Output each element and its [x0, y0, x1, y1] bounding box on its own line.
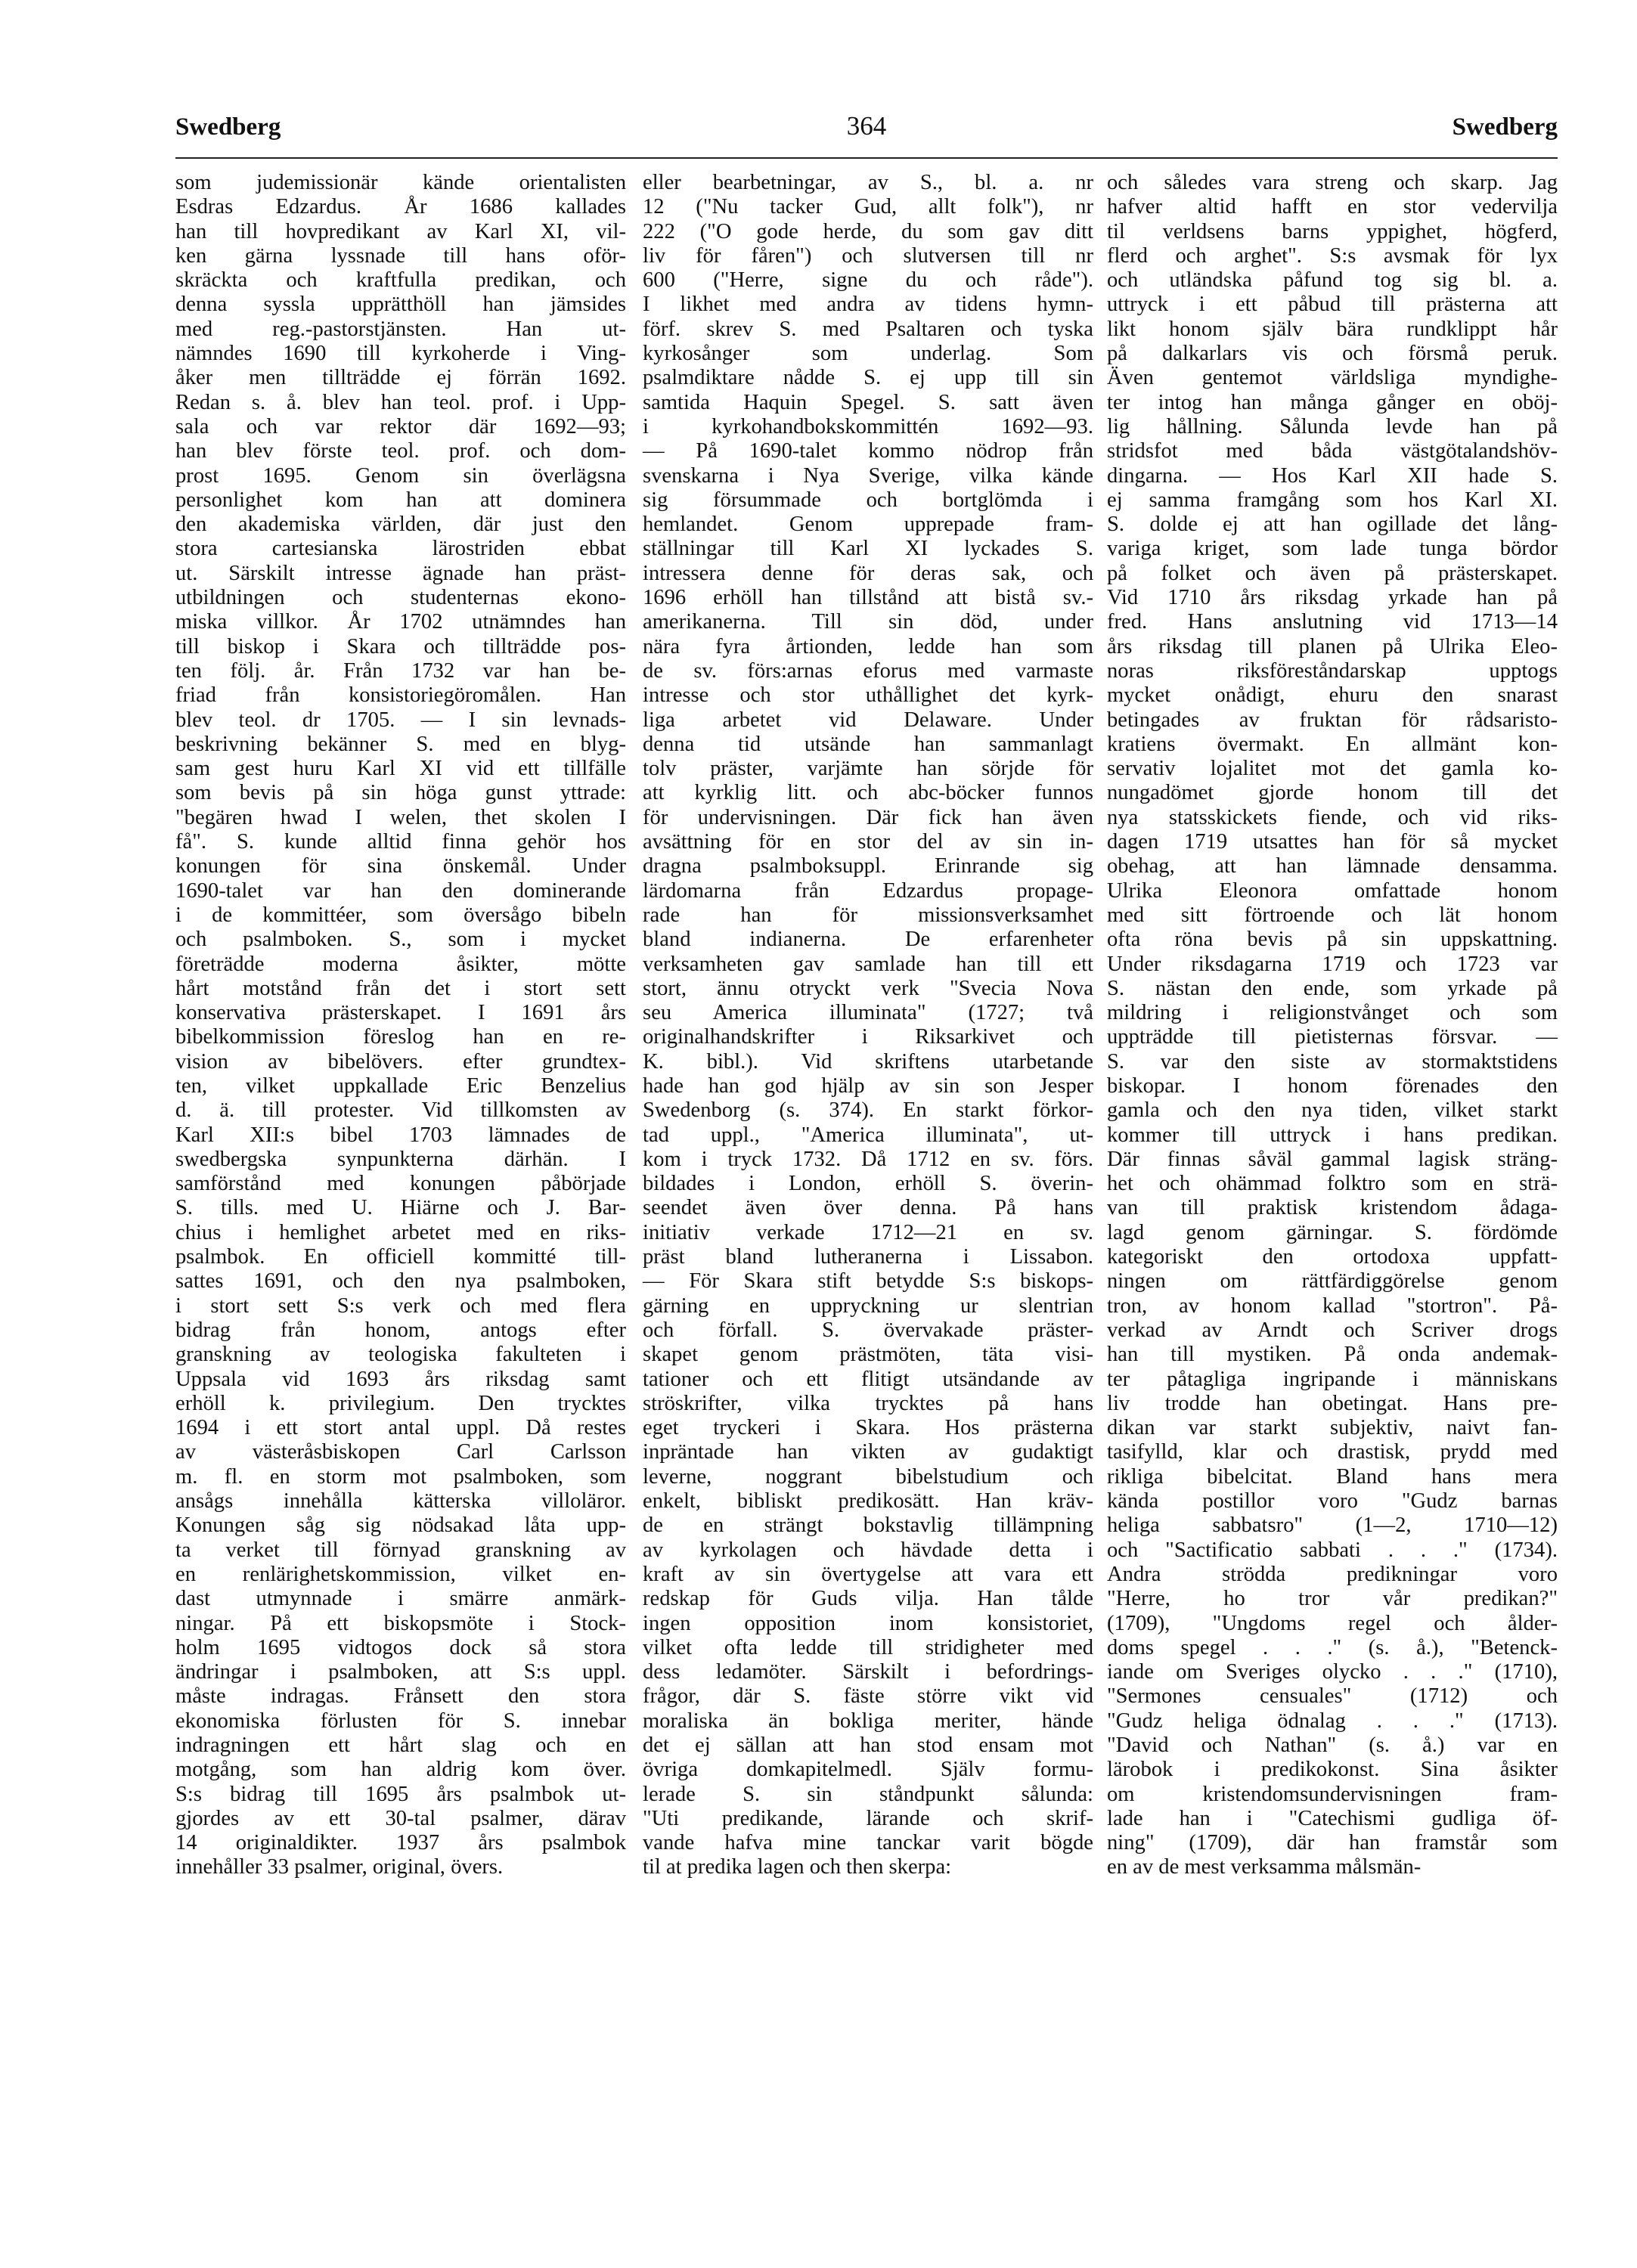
text-line: på dalkarlars vis och försmå peruk.	[1107, 342, 1558, 366]
text-line: intresse och stor uthållighet det kyrk-	[643, 683, 1093, 708]
text-line: 1690-talet var han den dominerande	[175, 878, 626, 903]
text-line: obehag, att han lämnade densamma.	[1107, 854, 1558, 878]
text-line: och förfall. S. övervakade präster-	[643, 1318, 1093, 1342]
text-line: han till mystiken. På onda andemak-	[1107, 1343, 1558, 1367]
text-line: S. nästan den ende, som yrkade på	[1107, 976, 1558, 1000]
text-line: frågor, där S. fäste större vikt vid	[643, 1684, 1093, 1709]
text-line: noras riksföreståndarskap upptogs	[1107, 658, 1558, 683]
text-line: kyrkosånger som underlag. Som	[643, 342, 1093, 366]
text-line: seu America illuminata" (1727; två	[643, 1001, 1093, 1025]
text-line: ställningar till Karl XI lyckades S.	[643, 537, 1093, 561]
text-line: dess ledamöter. Särskilt i befordrings-	[643, 1660, 1093, 1684]
text-line: ansågs innehålla kätterska villoläror.	[175, 1489, 626, 1514]
text-line: dingarna. — Hos Karl XII hade S.	[1107, 463, 1558, 488]
text-line: kom i tryck 1732. Då 1712 en sv. förs.	[643, 1147, 1093, 1171]
header-rule	[175, 157, 1558, 159]
text-line: i de kommittéer, som översågo bibeln	[175, 903, 626, 927]
text-line: holm 1695 vidtogos dock så stora	[175, 1635, 626, 1659]
text-line: och således vara streng och skarp. Jag	[1107, 171, 1558, 194]
text-line: psalmbok. En officiell kommitté till-	[175, 1245, 626, 1269]
text-line: bibelkommission föreslog han en re-	[175, 1025, 626, 1049]
text-line: lärdomarna från Edzardus propage-	[643, 878, 1093, 903]
text-line: biskopar. I honom förenades den	[1107, 1074, 1558, 1098]
text-line: — För Skara stift betydde S:s biskops-	[643, 1269, 1093, 1294]
text-line: av kyrkolagen och hävdade detta i	[643, 1538, 1093, 1562]
text-line: stort, ännu otryckt verk "Svecia Nova	[643, 976, 1093, 1000]
text-line: betingades av fruktan för rådsaristo-	[1107, 708, 1558, 732]
text-line: en av de mest verksamma målsmän-	[1107, 1855, 1422, 1879]
running-header	[175, 113, 1558, 151]
text-line: blev teol. dr 1705. — I sin levnads-	[175, 708, 626, 732]
text-line: enkelt, bibliskt predikosätt. Han kräv-	[643, 1489, 1093, 1514]
text-line: Konungen såg sig nödsakad låta upp-	[175, 1514, 626, 1538]
text-line: en renlärighetskommission, vilket en-	[175, 1562, 626, 1586]
text-line: gärning en uppryckning ur slentrian	[643, 1294, 1093, 1318]
text-line: vande hafva mine tanckar varit bögde	[643, 1831, 1093, 1855]
text-line: dragna psalmboksuppl. Erinrande sig	[643, 854, 1093, 878]
text-line: på folket och även på prästerskapet.	[1107, 561, 1558, 585]
text-line: bidrag från honom, antogs efter	[175, 1318, 626, 1342]
text-line: förf. skrev S. med Psaltaren och tyska	[643, 317, 1093, 341]
text-line: kategoriskt den ortodoxa uppfatt-	[1107, 1245, 1558, 1269]
text-line: kommer till uttryck i hans predikan.	[1107, 1123, 1558, 1147]
text-line: het och ohämmad folktro som en strä-	[1107, 1172, 1558, 1196]
text-line: friad från konsistoriegöromålen. Han	[175, 683, 626, 708]
text-line: gamla och den nya tiden, vilket starkt	[1107, 1098, 1558, 1123]
text-line: de sv. förs:arnas eforus med varmaste	[643, 658, 1093, 683]
text-line: Andra strödda predikningar voro	[1107, 1562, 1558, 1586]
text-line: han blev förste teol. prof. och dom-	[175, 439, 626, 463]
text-column-1	[175, 171, 626, 1880]
text-line: rade han för missionsverksamhet	[643, 903, 1093, 927]
text-line: S. tills. med U. Hiärne och J. Bar-	[175, 1196, 626, 1220]
text-line: han till hovpredikant av Karl XI, vil-	[175, 219, 626, 243]
text-line: samförstånd med konungen påbörjade	[175, 1172, 626, 1196]
text-line: som judemissionär kände orientalisten	[175, 171, 626, 194]
text-line: seendet även över denna. På hans	[643, 1196, 1093, 1220]
text-line: och "Sactificatio sabbati . . ." (1734).	[1107, 1538, 1558, 1562]
text-line: leverne, noggrant bibelstudium och	[643, 1464, 1093, 1489]
text-line: S:s bidrag till 1695 års psalmbok ut-	[175, 1782, 626, 1806]
text-line: liv trodde han obetingat. Hans pre-	[1107, 1391, 1558, 1415]
text-line: ofta röna bevis på sin uppskattning.	[1107, 928, 1558, 952]
text-line: stora cartesianska lärostriden ebbat	[175, 537, 626, 561]
text-line: intressera denne för deras sak, och	[643, 561, 1093, 585]
text-line: 1696 erhöll han tillstånd att bistå sv.-	[643, 586, 1093, 610]
text-line: "begären hwad I welen, thet skolen I	[175, 805, 626, 829]
text-line: 14 originaldikter. 1937 års psalmbok	[175, 1831, 626, 1855]
text-line: svenskarna i Nya Sverige, vilka kände	[643, 463, 1093, 488]
text-line: servativ lojalitet mot det gamla ko-	[1107, 757, 1558, 781]
text-line: att kyrklig litt. och abc-böcker funnos	[643, 781, 1093, 805]
text-line: kratiens övermakt. En allmänt kon-	[1107, 732, 1558, 756]
text-line: övriga domkapitelmedl. Själv formu-	[643, 1758, 1093, 1782]
text-line: "Sermones censuales" (1712) och	[1107, 1684, 1558, 1709]
text-line: uppträdde till pietisternas försvar. —	[1107, 1025, 1558, 1049]
text-line: års riksdag till planen på Ulrika Eleo-	[1107, 634, 1558, 658]
text-line: sam gest huru Karl XI vid ett tillfälle	[175, 757, 626, 781]
text-line: tolv präster, varjämte han sörjde för	[643, 757, 1093, 781]
text-line: nära fyra årtionden, ledde han som	[643, 634, 1093, 658]
text-line: beskrivning bekänner S. med en blyg-	[175, 732, 626, 756]
text-line: rikliga bibelcitat. Bland hans mera	[1107, 1464, 1558, 1489]
text-line: til at predika lagen och then skerpa:	[643, 1855, 952, 1879]
text-line: i kyrkohandbokskommittén 1692—93.	[643, 414, 1093, 438]
text-line: om kristendomsundervisningen fram-	[1107, 1782, 1558, 1806]
text-line: Ulrika Eleonora omfattade honom	[1107, 878, 1558, 903]
text-line: skapet genom prästmöten, täta visi-	[643, 1343, 1093, 1367]
text-line: eget tryckeri i Skara. Hos prästerna	[643, 1416, 1093, 1440]
text-line: kraft av sin övertygelse att vara ett	[643, 1562, 1093, 1586]
text-line: "Uti predikande, lärande och skrif-	[643, 1806, 1093, 1830]
text-line: av västeråsbiskopen Carl Carlsson	[175, 1440, 626, 1464]
text-line: tron, av honom kallad "stortron". På-	[1107, 1294, 1558, 1318]
header-left-name: Swedberg	[175, 113, 281, 141]
text-line: med reg.-pastorstjänsten. Han ut-	[175, 317, 626, 341]
text-line: med sitt förtroende och lät honom	[1107, 903, 1558, 927]
text-line: måste indragas. Frånsett den stora	[175, 1684, 626, 1709]
text-line: lärobok i predikokonst. Sina åsikter	[1107, 1758, 1558, 1782]
text-line: 12 ("Nu tacker Gud, allt folk"), nr	[643, 195, 1093, 219]
text-line: (1709), "Ungdoms regel och ålder-	[1107, 1611, 1558, 1635]
text-line: konungen för sina önskemål. Under	[175, 854, 626, 878]
text-line: få". S. kunde alltid finna gehör hos	[175, 830, 626, 854]
text-line: det ej sällan att han stod ensam mot	[643, 1734, 1093, 1757]
text-line: amerikanerna. Till sin död, under	[643, 610, 1093, 634]
text-line: Swedenborg (s. 374). En starkt förkor-	[643, 1098, 1093, 1123]
text-line: indragningen ett hårt slag och en	[175, 1734, 626, 1757]
text-line: ekonomiska förlusten för S. innebar	[175, 1709, 626, 1733]
text-line: samtida Haquin Spegel. S. satt även	[643, 390, 1093, 414]
text-line: "Herre, ho tror vår predikan?"	[1107, 1587, 1558, 1611]
text-line: ningen om rättfärdiggörelse genom	[1107, 1269, 1558, 1294]
text-line: hafver altid hafft en stor vedervilja	[1107, 195, 1558, 219]
text-line: — På 1690-talet kommo nödrop från	[643, 439, 1093, 463]
text-line: och utländska påfund tog sig bl. a.	[1107, 268, 1558, 293]
text-line: vision av bibelövers. efter grundtex-	[175, 1049, 626, 1074]
text-line: flerd och arghet". S:s avsmak för lyx	[1107, 243, 1558, 268]
text-line: ej samma framgång som hos Karl XI.	[1107, 488, 1558, 512]
text-line: ningar. På ett biskopsmöte i Stock-	[175, 1611, 626, 1635]
text-line: kända postillor voro "Gudz barnas	[1107, 1489, 1558, 1514]
text-line: som bevis på sin höga gunst yttrade:	[175, 781, 626, 805]
text-line: avsättning för en stor del av sin in-	[643, 830, 1093, 854]
text-line: verkad av Arndt och Scriver drogs	[1107, 1318, 1558, 1342]
text-line: ten, vilket uppkallade Eric Benzelius	[175, 1074, 626, 1098]
text-line: swedbergska synpunkterna därhän. I	[175, 1147, 626, 1171]
text-line: tasifylld, klar och drastisk, prydd med	[1107, 1440, 1558, 1464]
text-line: sig försummade och bortglömda i	[643, 488, 1093, 512]
text-line: nämndes 1690 till kyrkoherde i Ving-	[175, 342, 626, 366]
text-line: likt honom själv bära rundklippt hår	[1107, 317, 1558, 341]
text-line: inpräntade han vikten av gudaktigt	[643, 1440, 1093, 1464]
text-line: eller bearbetningar, av S., bl. a. nr	[643, 171, 1093, 194]
text-line: til verldsens barns yppighet, högferd,	[1107, 219, 1558, 243]
text-line: mycket onådigt, ehuru den snarast	[1107, 683, 1558, 708]
text-line: doms spegel . . ." (s. å.), "Betenck-	[1107, 1635, 1558, 1659]
text-line: liv för fåren") och slutversen till nr	[643, 243, 1093, 268]
text-line: dast utmynnade i smärre anmärk-	[175, 1587, 626, 1611]
text-line: sattes 1691, och den nya psalmboken,	[175, 1269, 626, 1294]
text-line: "Gudz heliga ödnalag . . ." (1713).	[1107, 1709, 1558, 1733]
text-line: psalmdiktare nådde S. ej upp till sin	[643, 366, 1093, 390]
text-line: den akademiska världen, där just den	[175, 513, 626, 537]
text-line: 600 ("Herre, signe du och råde").	[643, 268, 1093, 293]
text-line: 1694 i ett stort antal uppl. Då restes	[175, 1416, 626, 1440]
text-line: Redan s. å. blev han teol. prof. i Upp-	[175, 390, 626, 414]
text-line: erhöll k. privilegium. Den trycktes	[175, 1391, 626, 1415]
text-line: Uppsala vid 1693 års riksdag samt	[175, 1367, 626, 1391]
text-line: Karl XII:s bibel 1703 lämnades de	[175, 1123, 626, 1147]
text-line: 222 ("O gode herde, du som gav ditt	[643, 219, 1093, 243]
text-line: "David och Nathan" (s. å.) var en	[1107, 1734, 1558, 1757]
text-line: ändringar i psalmboken, att S:s uppl.	[175, 1660, 626, 1684]
text-line: lagd genom gärningar. S. fördömde	[1107, 1220, 1558, 1244]
text-line: originalhandskrifter i Riksarkivet och	[643, 1025, 1093, 1049]
text-line: lade han i "Catechismi gudliga öf-	[1107, 1806, 1558, 1830]
text-line: denna syssla upprätthöll han jämsides	[175, 293, 626, 317]
text-line: Under riksdagarna 1719 och 1723 var	[1107, 952, 1558, 976]
text-line: ten följ. år. Från 1732 var han be-	[175, 658, 626, 683]
text-line: denna tid utsände han sammanlagt	[643, 732, 1093, 756]
text-line: liga arbetet vid Delaware. Under	[643, 708, 1093, 732]
text-line: nungadömet gjorde honom till det	[1107, 781, 1558, 805]
text-line: ken gärna lyssnade till hans oför-	[175, 243, 626, 268]
text-line: hårt motstånd från det i stort sett	[175, 976, 626, 1000]
text-line: gjordes av ett 30-tal psalmer, därav	[175, 1806, 626, 1830]
text-line: präst bland lutheranerna i Lissabon.	[643, 1245, 1093, 1269]
text-column-2	[643, 171, 1093, 1880]
text-line: heliga sabbatsro" (1—2, 1710—12)	[1107, 1514, 1558, 1538]
text-line: I likhet med andra av tidens hymn-	[643, 293, 1093, 317]
text-line: van till praktisk kristendom ådaga-	[1107, 1196, 1558, 1220]
text-line: uttryck i ett påbud till prästerna att	[1107, 293, 1558, 317]
text-line: prost 1695. Genom sin överlägsna	[175, 463, 626, 488]
text-line: de en strängt bokstavlig tillämpning	[643, 1514, 1093, 1538]
text-line: konservativa prästerskapet. I 1691 års	[175, 1001, 626, 1025]
text-line: i stort sett S:s verk och med flera	[175, 1294, 626, 1318]
text-line: företrädde moderna åsikter, mötte	[175, 952, 626, 976]
text-line: Där finnas såväl gammal lagisk sträng-	[1107, 1147, 1558, 1171]
text-line: Även gentemot världsliga myndighe-	[1107, 366, 1558, 390]
text-line: ingen opposition inom konsistoriet,	[643, 1611, 1093, 1635]
text-line: K. bibl.). Vid skriftens utarbetande	[643, 1049, 1093, 1074]
text-line: bland indianerna. De erfarenheter	[643, 928, 1093, 952]
text-line: Vid 1710 års riksdag yrkade han på	[1107, 586, 1558, 610]
text-line: granskning av teologiska fakulteten i	[175, 1343, 626, 1367]
text-line: variga kriget, som lade tunga bördor	[1107, 537, 1558, 561]
text-line: innehåller 33 psalmer, original, övers.	[175, 1855, 504, 1879]
text-line: miska villkor. År 1702 utnämndes han	[175, 610, 626, 634]
text-line: fred. Hans anslutning vid 1713—14	[1107, 610, 1558, 634]
text-line: iande om Sveriges olycko . . ." (1710),	[1107, 1660, 1558, 1684]
text-line: till biskop i Skara och tillträdde pos-	[175, 634, 626, 658]
text-line: personlighet kom han att dominera	[175, 488, 626, 512]
text-line: redskap för Guds vilja. Han tålde	[643, 1587, 1093, 1611]
text-line: och psalmboken. S., som i mycket	[175, 928, 626, 952]
text-line: för undervisningen. Där fick han även	[643, 805, 1093, 829]
text-column-3	[1107, 171, 1558, 1880]
header-right-name: Swedberg	[1452, 113, 1558, 141]
text-line: Esdras Edzardus. År 1686 kallades	[175, 195, 626, 219]
text-line: ut. Särskilt intresse ägnade han präst-	[175, 561, 626, 585]
text-line: ter intog han många gånger en oböj-	[1107, 390, 1558, 414]
text-line: bildades i London, erhöll S. överin-	[643, 1172, 1093, 1196]
text-line: ta verket till förnyad granskning av	[175, 1538, 626, 1562]
text-line: hade han god hjälp av sin son Jesper	[643, 1074, 1093, 1098]
text-line: verksamheten gav samlade han till ett	[643, 952, 1093, 976]
text-line: S. var den siste av stormaktstidens	[1107, 1049, 1558, 1074]
text-line: ter påtagliga ingripande i människans	[1107, 1367, 1558, 1391]
text-line: stridsfot med båda västgötalandshöv-	[1107, 439, 1558, 463]
text-line: åker men tillträdde ej förrän 1692.	[175, 366, 626, 390]
text-line: sala och var rektor där 1692—93;	[175, 414, 626, 438]
text-line: initiativ verkade 1712—21 en sv.	[643, 1220, 1093, 1244]
text-line: ning" (1709), där han framstår som	[1107, 1831, 1558, 1855]
text-line: ströskrifter, vilka trycktes på hans	[643, 1391, 1093, 1415]
text-line: m. fl. en storm mot psalmboken, som	[175, 1464, 626, 1489]
text-line: lerade S. sin ståndpunkt sålunda:	[643, 1782, 1093, 1806]
text-line: d. ä. till protester. Vid tillkomsten av	[175, 1098, 626, 1123]
text-line: motgång, som han aldrig kom över.	[175, 1758, 626, 1782]
text-line: tationer och ett flitigt utsändande av	[643, 1367, 1093, 1391]
text-line: lig hållning. Sålunda levde han på	[1107, 414, 1558, 438]
text-line: skräckta och kraftfulla predikan, och	[175, 268, 626, 293]
page-number: 364	[846, 111, 887, 141]
text-line: vilket ofta ledde till stridigheter med	[643, 1635, 1093, 1659]
text-line: utbildningen och studenternas ekono-	[175, 586, 626, 610]
text-line: moraliska än bokliga meriter, hände	[643, 1709, 1093, 1733]
text-line: nya statsskickets fiende, och vid riks-	[1107, 805, 1558, 829]
text-line: dagen 1719 utsattes han för så mycket	[1107, 830, 1558, 854]
text-line: S. dolde ej att han ogillade det lång-	[1107, 513, 1558, 537]
text-line: chius i hemlighet arbetet med en riks-	[175, 1220, 626, 1244]
text-line: dikan var starkt subjektiv, naivt fan-	[1107, 1416, 1558, 1440]
text-line: tad uppl., "America illuminata", ut-	[643, 1123, 1093, 1147]
text-line: hemlandet. Genom upprepade fram-	[643, 513, 1093, 537]
text-line: mildring i religionstvånget och som	[1107, 1001, 1558, 1025]
